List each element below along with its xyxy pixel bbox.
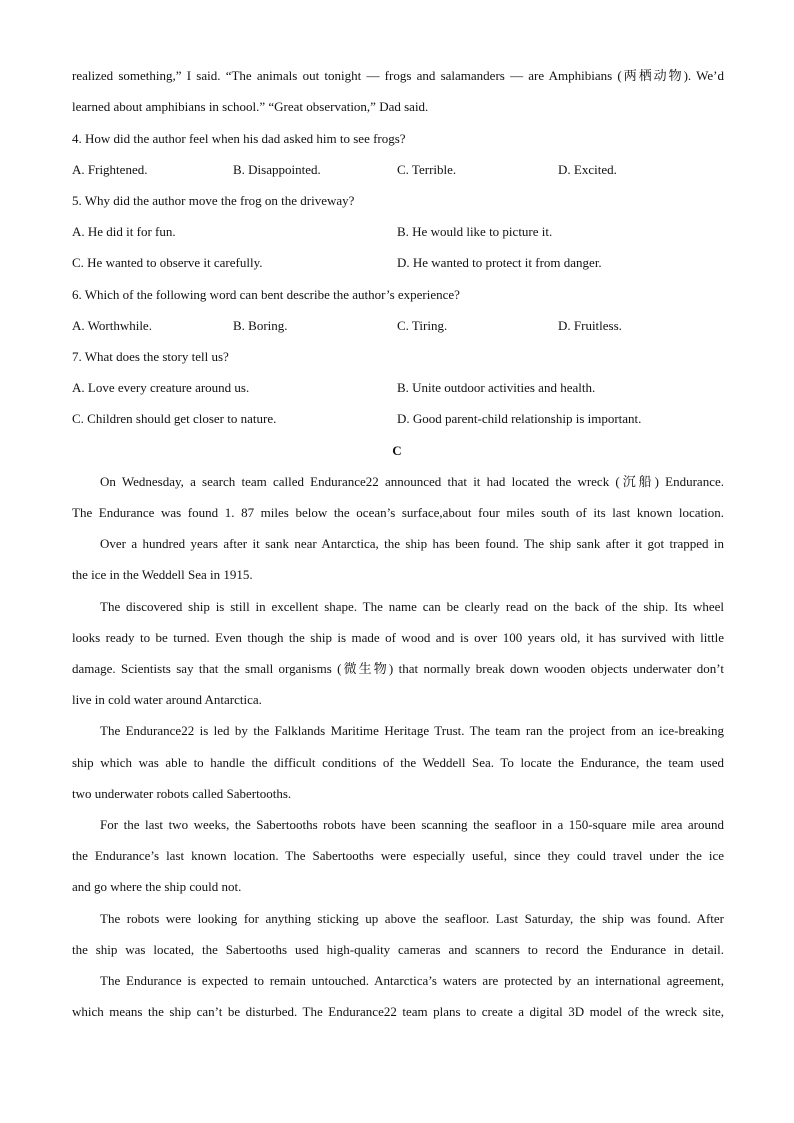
question-7-option-c: C. Children should get closer to nature.: [72, 411, 277, 426]
passage-b-line-1: realized something,” I said. “The animals out tonight — frogs and salamanders — are Amphibians (两栖动物). We’d: [72, 68, 724, 83]
section-c-line: live in cold water around Antarctica.: [72, 692, 262, 707]
section-c-line: Over a hundred years after it sank near Antarctica, the ship has been found. The ship sank after it got trapped in: [100, 536, 724, 551]
passage-b-line-2: learned about amphibians in school.” “Great observation,” Dad said.: [72, 99, 429, 114]
section-c-line: the ship was located, the Sabertooths used high-quality cameras and scanners to record the Endurance in detail.: [72, 942, 724, 957]
question-6-option-c: C. Tiring.: [397, 318, 448, 333]
section-c-line: the Endurance’s last known location. The Sabertooths were especially useful, since they could travel under the ice: [72, 848, 724, 863]
question-4-option-b: B. Disappointed.: [233, 162, 321, 177]
question-7-option-d: D. Good parent-child relationship is important.: [397, 411, 642, 426]
section-c-line: and go where the ship could not.: [72, 879, 242, 894]
question-4-stem: 4. How did the author feel when his dad asked him to see frogs?: [72, 131, 406, 146]
question-7-stem: 7. What does the story tell us?: [72, 349, 229, 364]
section-c-line: The Endurance22 is led by the Falklands Maritime Heritage Trust. The team ran the project from an ice-breaking: [100, 723, 724, 738]
section-c-line: On Wednesday, a search team called Endurance22 announced that it had located the wreck (沉船) Endurance.: [100, 474, 724, 489]
question-6-option-a: A. Worthwhile.: [72, 318, 152, 333]
question-5-option-a: A. He did it for fun.: [72, 224, 176, 239]
question-4-option-d: D. Excited.: [558, 162, 617, 177]
section-c-line: The Endurance is expected to remain untouched. Antarctica’s waters are protected by an international agreement,: [100, 973, 724, 988]
question-6-option-d: D. Fruitless.: [558, 318, 622, 333]
question-7-option-b: B. Unite outdoor activities and health.: [397, 380, 596, 395]
question-6-option-b: B. Boring.: [233, 318, 288, 333]
section-c-line: the ice in the Weddell Sea in 1915.: [72, 567, 253, 582]
question-6-stem: 6. Which of the following word can bent describe the author’s experience?: [72, 287, 460, 302]
question-5-option-c: C. He wanted to observe it carefully.: [72, 255, 263, 270]
section-c-line: ship which was able to handle the difficult conditions of the Weddell Sea. To locate the Endurance, the team used: [72, 755, 724, 770]
question-7-option-a: A. Love every creature around us.: [72, 380, 250, 395]
section-c-line: The Endurance was found 1. 87 miles below the ocean’s surface,about four miles south of its last known location.: [72, 505, 724, 520]
question-5-option-b: B. He would like to picture it.: [397, 224, 553, 239]
section-c-line: looks ready to be turned. Even though the ship is made of wood and is over 100 years old, it has survived with little: [72, 630, 724, 645]
section-c-line: which means the ship can’t be disturbed. The Endurance22 team plans to create a digital 3D model of the wreck site,: [72, 1004, 724, 1019]
section-c-line: For the last two weeks, the Sabertooths robots have been scanning the seafloor in a 150-square mile area around: [100, 817, 724, 832]
question-4-option-c: C. Terrible.: [397, 162, 457, 177]
section-c-line: The discovered ship is still in excellent shape. The name can be clearly read on the back of the ship. Its wheel: [100, 599, 724, 614]
question-5-option-d: D. He wanted to protect it from danger.: [397, 255, 602, 270]
section-c-heading: C: [392, 443, 402, 458]
question-5-stem: 5. Why did the author move the frog on the driveway?: [72, 193, 355, 208]
section-c-line: The robots were looking for anything sticking up above the seafloor. Last Saturday, the ship was found. After: [100, 911, 724, 926]
section-c-line: two underwater robots called Sabertooths.: [72, 786, 292, 801]
section-c-line: damage. Scientists say that the small organisms (微生物) that normally break down wooden objects underwater don’t: [72, 661, 724, 676]
question-4-option-a: A. Frightened.: [72, 162, 148, 177]
